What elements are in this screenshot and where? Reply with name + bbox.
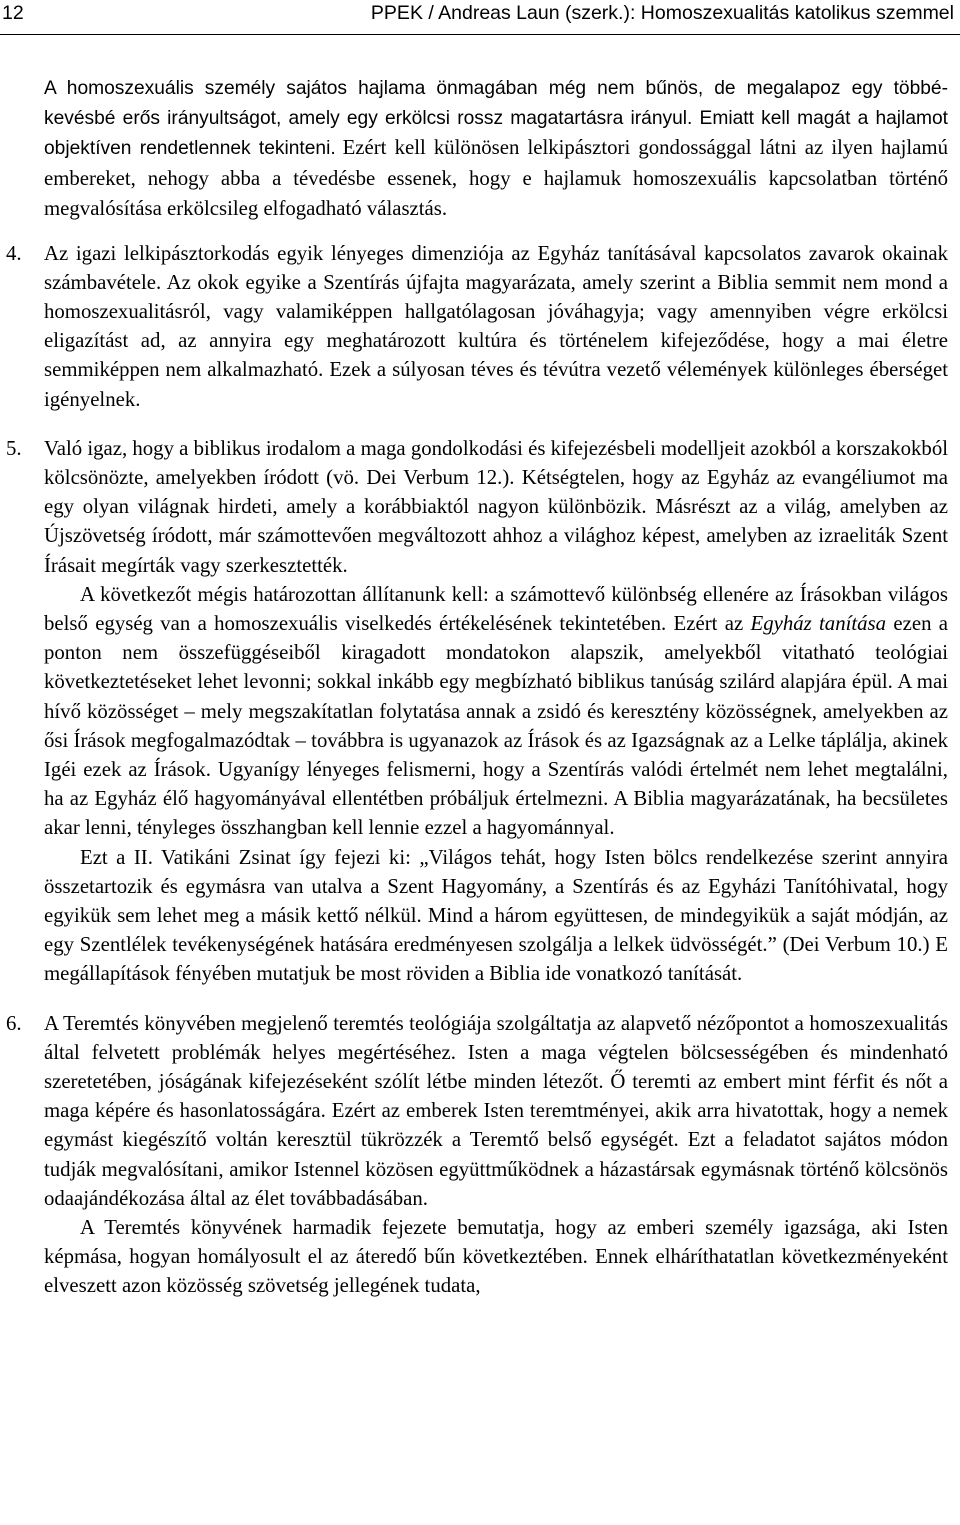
section-6-paragraph-1: A Teremtés könyvében megjelenő teremtés teológiája szolgáltatja az alapvető nézőpontot a homoszexualitás által felvetett problémák helyes megértéséhez. Isten a maga végtelen bölcsességében és mindenható szeretetében, jóságának kifejezéseként szólít létbe minden létezőt. Ő teremti az embert mint férfit és nőt a maga képére és hasonlatosságára. Ezért az emberek Isten teremtményei, akik arra hivatottak, hogy a nemek egymást kiegészítő voltán keresztül tükrözzék a Teremtő belső egységét. Ezt a feladatot sajátos módon tudják megvalósítani, amikor Istennel közösen együttműködnek a házastársak egymásnak történő kölcsönös odaajándékozása által az élet továbbadásában.: [44, 1011, 948, 1210]
section-5-p2-a: A következőt mégis határozottan állítanunk kell: a számottevő különbség ellenére az Írásokban világos belső egység van a homoszexuális viselkedés értékelésének tekintetében. Ezért az: [44, 582, 948, 635]
section-5-p2-emphasis: Egyház tanítása: [750, 611, 887, 635]
section-6-paragraph-2: A Teremtés könyvének harmadik fejezete bemutatja, hogy az emberi személy igazsága, aki Isten képmása, hogyan homályosult el az áteredő bűn következtében. Ennek elháríthatatlan következményeként elveszett azon közösség szövetség jellegének tudata,: [44, 1216, 948, 1298]
section-6-number: 6.: [6, 1011, 22, 1035]
intro-text-serif: Ezért kell különösen lelkipásztori gondossággal látni az ilyen hajlamú embereket, nehogy abba a tévedésbe essenek, hogy e hajlamuk homoszexuális kapcsolatban történő megvalósítása erkölcsileg elfogadható választás.: [44, 136, 948, 220]
paragraph-intro: [44, 75, 948, 226]
section-4-text-b: Az okok egyike a Szentírás újfajta magyarázata, amely szerint a Biblia semmit nem mond a homoszexualitásról, vagy valamiképpen hallgatólagosan jóváhagyja; vagy amennyiben végre erkölcsi eligazítást ad, az annyira egy meghatározott kultúra és történelem kifejeződése, hogy a mai életre semmiképpen nem alkalmazható. Ezek a súlyosan téves és tévútra vezető vélemények különleges éberséget igényelnek.: [44, 270, 948, 411]
section-4: [6, 239, 948, 414]
section-5-paragraph-2: [44, 580, 948, 843]
section-5-p2-b: ezen a ponton nem összefüggéseiből kiragadott mondatokon alapszik, amelyekből vitatható teológiai következtetéseket lehet levonni; sokkal inkább egy megbízható biblikus tanúság szilárd alapjára épül. A mai hívő közösséget – mely megszakítatlan folytatása annak a zsidó és keresztény közösségnek, amelyekben az ősi Írások megfogalmazódtak – továbbra is ugyanazok az Írások és az Igazságnak az a Lelke táplálja, akinek Igéi ezek az Írások. Ugyanígy lényeges felismerni, hogy a Szentírás valódi értelmét nem lehet megtalálni, ha az Egyház élő hagyományával ellentétben próbáljuk értelmezni. A Biblia magyarázatának, ha becsületes akar lenni, tényleges összhangban kell lennie ezzel a hagyománnyal.: [44, 611, 948, 840]
document-body: [6, 75, 948, 1301]
running-title: PPEK / Andreas Laun (szerk.): Homoszexualitás katolikus szemmel: [370, 2, 954, 24]
section-6: [6, 1009, 948, 1301]
page-number: 12: [2, 2, 24, 24]
section-4-text: [44, 239, 948, 414]
page-header: [0, 0, 960, 35]
section-4-number: 4.: [6, 241, 22, 265]
section-5-number: 5.: [6, 436, 22, 460]
section-5: [6, 434, 948, 989]
section-4-text-a: Az igazi lelkipásztorkodás egyik lényeges dimenziója az Egyház tanításával kapcsolatos zavarok okainak számbavétele.: [44, 241, 948, 294]
intro-text-sans: A homoszexuális személy sajátos hajlama önmagában még nem bűnös, de megalapoz egy többé-kevésbé erős irányultságot, amely egy erkölcsi rossz magatartásra irányul. Emiatt kell magát a hajlamot objektíven rendetlennek tekinteni.: [44, 78, 948, 159]
section-5-paragraph-3: Ezt a II. Vatikáni Zsinat így fejezi ki: „Világos tehát, hogy Isten bölcs rendelkezése szerint annyira összetartozik és egymásra van utalva a Szent Hagyomány, a Szentírás és az Egyházi Tanítóhivatal, hogy egyikük sem lehet meg a másik kettő nélkül. Mind a három együttesen, de mindegyikük a saját módján, az egy Szentlélek tevékenységének hatására eredményesen szolgálja a lelkek üdvösségét.” (Dei Verbum 10.) E megállapítások fényében mutatjuk be most röviden a Biblia ide vonatkozó tanítását.: [44, 845, 948, 986]
section-5-paragraph-1: Való igaz, hogy a biblikus irodalom a maga gondolkodási és kifejezésbeli modelljeit azokból a korszakokból kölcsönözte, amelyekben íródott (vö. Dei Verbum 12.). Kétségtelen, hogy az Egyház az evangéliumot ma egy olyan világnak hirdeti, amely a korábbiaktól nagyon különbözik. Másrészt az a világ, amelyben az Újszövetség íródott, már számottevően megváltozott ahhoz a világhoz képest, amelyben az izraeliták Szent Írásait megírták vagy szerkesztették.: [44, 436, 948, 577]
